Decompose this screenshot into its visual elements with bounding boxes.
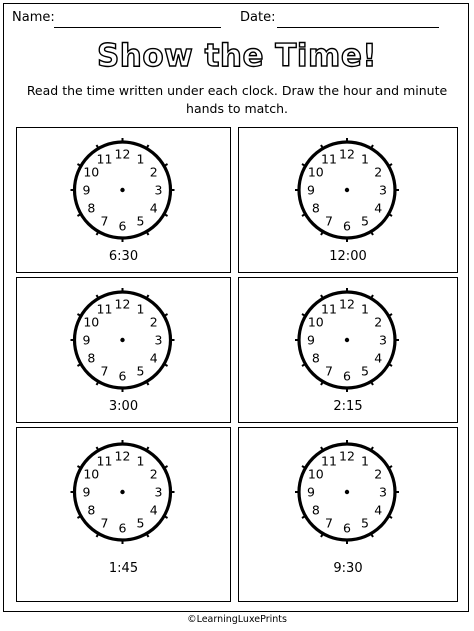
clock-cell bbox=[16, 427, 231, 602]
time-label: 6:30 bbox=[108, 249, 139, 264]
clock-number: 12 bbox=[114, 448, 131, 464]
clock-number: 3 bbox=[379, 332, 387, 348]
clock-number: 11 bbox=[321, 453, 337, 469]
clock-number: 12 bbox=[114, 296, 131, 312]
time-label: 9:30 bbox=[333, 561, 363, 576]
clock-number: 12 bbox=[339, 146, 355, 162]
clock-number: 6 bbox=[118, 520, 127, 536]
clock-number: 5 bbox=[136, 363, 145, 379]
clock-number: 4 bbox=[149, 502, 158, 518]
clock-face[interactable] bbox=[239, 428, 459, 603]
instructions-text: Read the time written under each clock. Draw the hour and minute hands to match. bbox=[26, 83, 448, 116]
clock-number: 4 bbox=[374, 200, 383, 216]
center-dot bbox=[120, 338, 124, 342]
clock-face[interactable] bbox=[17, 428, 232, 603]
date-label: Date: bbox=[240, 10, 276, 25]
center-dot bbox=[345, 338, 349, 342]
clock-number: 2 bbox=[149, 314, 158, 330]
center-dot bbox=[120, 188, 124, 192]
clock-number: 11 bbox=[96, 151, 113, 167]
clock-number: 8 bbox=[87, 350, 96, 366]
clock-number: 6 bbox=[343, 520, 351, 536]
clock-number: 10 bbox=[307, 466, 324, 482]
clock-number: 8 bbox=[311, 200, 320, 216]
clock-number: 11 bbox=[96, 301, 113, 317]
clock-number: 10 bbox=[83, 314, 100, 330]
clock-number: 7 bbox=[100, 213, 109, 229]
clock-number: 3 bbox=[154, 182, 163, 198]
clock-number: 5 bbox=[361, 213, 369, 229]
clock-number: 2 bbox=[149, 164, 158, 180]
clock-number: 1 bbox=[136, 453, 145, 469]
time-label: 2:15 bbox=[333, 399, 363, 414]
name-label: Name: bbox=[12, 10, 55, 25]
clock-number: 6 bbox=[343, 368, 351, 384]
time-label: 3:00 bbox=[108, 399, 139, 414]
time-label: 12:00 bbox=[329, 249, 367, 264]
clock-cell bbox=[16, 277, 231, 423]
clock-number: 8 bbox=[87, 502, 96, 518]
clock-number: 6 bbox=[343, 218, 351, 234]
clock-number: 9 bbox=[82, 182, 91, 198]
clock-number: 1 bbox=[361, 151, 369, 167]
clock-number: 7 bbox=[100, 363, 109, 379]
clock-number: 5 bbox=[361, 515, 369, 531]
clock-number: 12 bbox=[339, 296, 355, 312]
clock-number: 10 bbox=[307, 164, 324, 180]
clock-number: 7 bbox=[100, 515, 109, 531]
center-dot bbox=[345, 490, 349, 494]
clock-number: 7 bbox=[325, 213, 333, 229]
clock-number: 2 bbox=[374, 164, 383, 180]
clock-number: 11 bbox=[96, 453, 113, 469]
clock-number: 2 bbox=[149, 466, 158, 482]
clock-number: 4 bbox=[149, 350, 158, 366]
clock-number: 1 bbox=[361, 301, 369, 317]
clock-number: 4 bbox=[149, 200, 158, 216]
clock-number: 5 bbox=[136, 213, 145, 229]
clock-number: 11 bbox=[321, 151, 337, 167]
clock-cell bbox=[238, 277, 458, 423]
clock-cell bbox=[238, 427, 458, 602]
center-dot bbox=[345, 188, 349, 192]
clock-number: 8 bbox=[87, 200, 96, 216]
clock-number: 3 bbox=[379, 182, 387, 198]
clock-cell bbox=[238, 127, 458, 273]
clock-number: 11 bbox=[321, 301, 337, 317]
clock-number: 10 bbox=[83, 466, 100, 482]
clock-number: 4 bbox=[374, 502, 383, 518]
clock-number: 1 bbox=[136, 151, 145, 167]
time-label: 1:45 bbox=[108, 561, 139, 576]
date-field-line[interactable] bbox=[277, 27, 439, 28]
clock-number: 1 bbox=[136, 301, 145, 317]
name-field-line[interactable] bbox=[54, 27, 221, 28]
clock-number: 2 bbox=[374, 466, 383, 482]
clock-number: 2 bbox=[374, 314, 383, 330]
clock-number: 9 bbox=[307, 182, 315, 198]
copyright-footer: ©LearningLuxePrints bbox=[187, 614, 287, 625]
clock-number: 9 bbox=[307, 332, 315, 348]
clock-number: 9 bbox=[82, 332, 91, 348]
clock-number: 3 bbox=[379, 484, 387, 500]
header-row bbox=[12, 10, 462, 30]
clock-number: 5 bbox=[361, 363, 369, 379]
clock-number: 4 bbox=[374, 350, 383, 366]
clock-number: 3 bbox=[154, 484, 163, 500]
clock-number: 9 bbox=[82, 484, 91, 500]
clock-number: 12 bbox=[114, 146, 131, 162]
clock-number: 8 bbox=[311, 350, 320, 366]
clock-number: 3 bbox=[154, 332, 163, 348]
clock-number: 7 bbox=[325, 515, 333, 531]
clock-number: 7 bbox=[325, 363, 333, 379]
center-dot bbox=[120, 490, 124, 494]
clock-number: 12 bbox=[339, 448, 355, 464]
clock-number: 9 bbox=[307, 484, 315, 500]
clock-number: 6 bbox=[118, 218, 127, 234]
clock-number: 5 bbox=[136, 515, 145, 531]
page-title: Show the Time! bbox=[96, 38, 378, 74]
clock-number: 8 bbox=[311, 502, 320, 518]
clock-number: 10 bbox=[83, 164, 100, 180]
clock-number: 1 bbox=[361, 453, 369, 469]
clock-cell bbox=[16, 127, 231, 273]
clock-number: 6 bbox=[118, 368, 127, 384]
clock-number: 10 bbox=[307, 314, 324, 330]
